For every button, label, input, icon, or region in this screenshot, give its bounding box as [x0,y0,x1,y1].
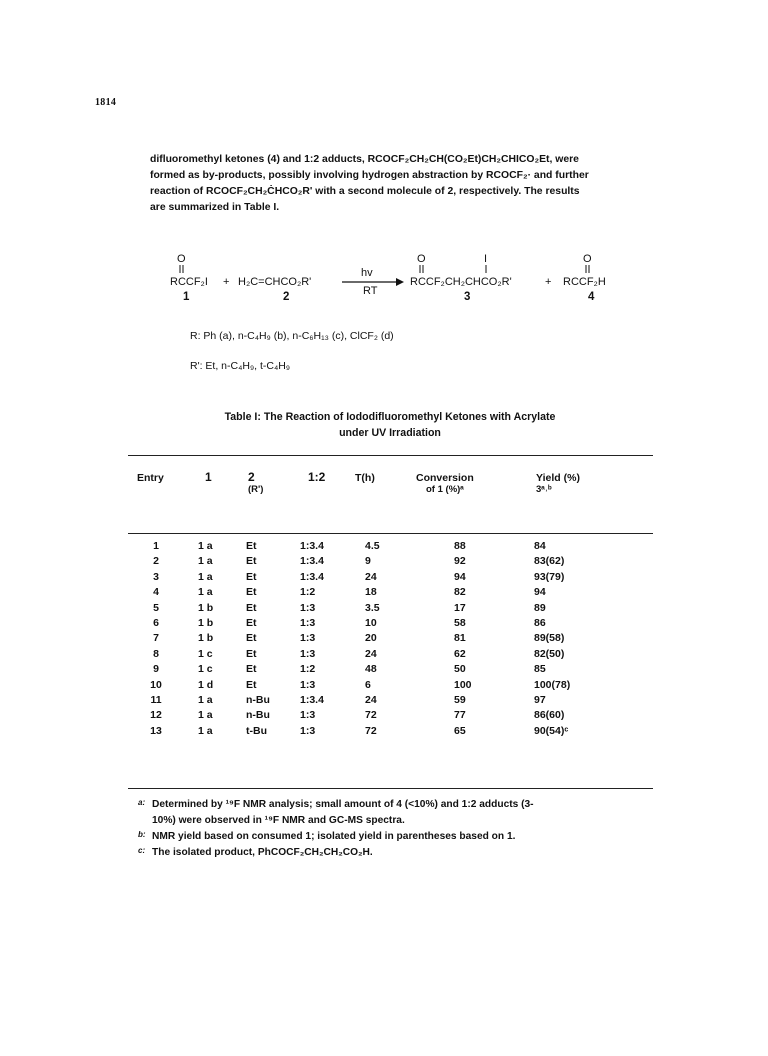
table-caption [150,409,630,441]
cell-conversion: 58 [454,617,466,629]
cell-yield: 100(78) [534,678,571,691]
cell-conversion: 59 [454,694,466,706]
header-acrylate-sub: (R') [248,484,264,495]
product3-carbonyl-o: O [417,253,426,265]
footnote-text: Determined by ¹⁹F NMR analysis; small amount of 4 (<10%) and 1:2 adducts (3- [152,799,534,810]
cell-acrylate: Et [246,601,257,614]
header-conversion-label: Conversion [416,472,474,484]
cell-entry: 13 [150,724,162,737]
cell-conversion: 82 [454,586,466,599]
header-yield [536,472,580,495]
table-caption-line: Table I: The Reaction of Iododifluoromethyl Ketones with Acrylate [224,411,556,423]
cell-entry: 5 [153,601,159,614]
cell-entry: 10 [150,678,162,691]
cell-entry: 8 [153,647,159,660]
cell-yield: 86(60) [534,709,565,722]
cell-yield: 97 [534,694,546,706]
cell-ratio: 1:3.4 [300,570,324,583]
cell-acrylate: Et [246,663,257,676]
cell-time: 9 [365,555,371,568]
cell-time: 18 [365,586,377,599]
cell-acrylate: Et [246,617,257,629]
footnotes [138,797,638,861]
cell-time: 20 [365,632,377,645]
plus-sign: + [223,276,230,288]
table-row [128,586,653,601]
cell-acrylate: Et [246,647,257,660]
header-ratio: 1:2 [308,470,326,484]
header-ketone: 1 [205,470,212,484]
cell-time: 48 [365,663,377,676]
cell-yield: 90(54)ᶜ [534,724,569,737]
cell-ketone: 1 a [198,694,213,706]
cell-yield: 89(58) [534,632,565,645]
cell-entry: 7 [153,632,159,645]
cell-ratio: 1:3.4 [300,555,324,568]
footnote-mark: c: [138,846,146,855]
cell-time: 24 [365,570,377,583]
cell-acrylate: Et [246,540,257,552]
cell-ketone: 1 a [198,724,213,737]
intro-line: formed as by-products, possibly involving hydrogen abstraction by RCOCF₂· and further [150,170,589,181]
cell-time: 4.5 [365,540,380,552]
table-row [128,725,653,740]
cell-acrylate: Et [246,632,257,645]
table-row [128,602,653,617]
product3-label: 3 [464,291,471,303]
cell-time: 6 [365,678,371,691]
cell-ratio: 1:3.4 [300,694,324,706]
cell-time: 24 [365,647,377,660]
reactant2-label: 2 [283,291,290,303]
cell-ratio: 1:3 [300,678,316,691]
cell-ratio: 1:3 [300,709,316,722]
footnote-text: 10%) were observed in ¹⁹F NMR and GC-MS spectra. [152,815,405,826]
cell-entry: 3 [153,570,159,583]
cell-ketone: 1 d [198,678,214,691]
cell-entry: 12 [150,709,162,722]
cell-yield: 85 [534,663,546,676]
arrow-condition-bottom: RT [363,285,378,297]
table-caption-line: under UV Irradiation [339,427,441,439]
product4-carbonyl-o: O [583,253,592,265]
cell-conversion: 62 [454,647,466,660]
footnote-mark: a: [138,798,146,807]
table-row [128,540,653,555]
cell-ketone: 1 b [198,617,214,629]
reactant1-formula: RCCF₂I [170,276,208,288]
cell-ketone: 1 a [198,709,213,722]
table-row [128,617,653,632]
header-entry: Entry [137,472,164,484]
cell-yield: 89 [534,601,546,614]
footnote-a [138,797,638,829]
cell-conversion: 50 [454,663,466,676]
cell-ketone: 1 a [198,570,213,583]
cell-yield: 82(50) [534,647,565,660]
reactant1-label: 1 [183,291,190,303]
cell-ketone: 1 a [198,540,213,552]
cell-yield: 86 [534,617,546,629]
footnote-mark: b: [138,830,146,839]
product3-formula: RCCF₂CH₂CHCO₂R' [410,276,512,288]
footnote-text: NMR yield based on consumed 1; isolated yield in parentheses based on 1. [152,831,516,842]
cell-ratio: 1:3 [300,617,316,629]
reactant2-formula: H₂C=CHCO₂R' [238,276,312,288]
table-row [128,709,653,724]
header-acrylate-number: 2 [248,470,255,484]
page-number: 1814 [95,97,117,108]
product4-formula: RCCF₂H [563,276,606,288]
product4-label: 4 [588,291,595,303]
cell-yield: 94 [534,586,546,599]
cell-ratio: 1:3 [300,601,316,614]
intro-paragraph [150,152,630,216]
cell-yield: 93(79) [534,570,565,583]
table-bottom-rule [128,788,653,789]
cell-time: 10 [365,617,377,629]
arrow-condition-top: hv [361,267,373,279]
cell-ketone: 1 a [198,555,213,568]
header-acrylate [248,470,263,495]
cell-conversion: 81 [454,632,466,645]
cell-acrylate: n-Bu [246,694,270,706]
cell-yield: 83(62) [534,555,565,568]
header-conversion [416,472,474,495]
cell-ketone: 1 c [198,663,213,676]
header-conversion-sub: of 1 (%)ᵃ [426,484,464,495]
table-top-rule [128,455,653,456]
intro-line: are summarized in Table I. [150,202,280,213]
intro-line: difluoromethyl ketones (4) and 1:2 adducts, RCOCF₂CH₂CH(CO₂Et)CH₂CHICO₂Et, were [150,154,579,165]
table-row [128,632,653,647]
table-row [128,555,653,570]
table-row [128,571,653,586]
cell-entry: 2 [153,555,159,568]
cell-conversion: 65 [454,724,466,737]
header-yield-sub: 3ᵃ˒ᵇ [536,484,552,495]
table-row [128,663,653,678]
cell-acrylate: t-Bu [246,724,267,737]
cell-ketone: 1 b [198,632,214,645]
cell-ratio: 1:2 [300,663,316,676]
header-time: T(h) [355,472,375,484]
product3-iodo: I [484,253,488,265]
reaction-arrow-head [396,278,404,286]
table-row [128,648,653,663]
r-group-definition: R: Ph (a), n-C₄H₉ (b), n-C₆H₁₃ (c), ClCF₂ (d) [190,330,394,342]
cell-yield: 84 [534,540,546,552]
header-yield-label: Yield (%) [536,472,580,484]
plus-sign: + [545,276,552,288]
cell-ratio: 1:3 [300,647,316,660]
cell-acrylate: Et [246,555,257,568]
cell-conversion: 94 [454,570,466,583]
cell-entry: 1 [153,540,159,552]
cell-conversion: 100 [454,678,472,691]
table-row [128,694,653,709]
cell-ketone: 1 b [198,601,214,614]
cell-ratio: 1:3 [300,724,316,737]
table-header-rule [128,533,653,534]
cell-ratio: 1:2 [300,586,316,599]
table-row [128,679,653,694]
cell-conversion: 88 [454,540,466,552]
cell-time: 24 [365,694,377,706]
cell-acrylate: Et [246,678,257,691]
cell-ketone: 1 a [198,586,213,599]
cell-acrylate: n-Bu [246,709,270,722]
cell-conversion: 17 [454,601,466,614]
cell-entry: 9 [153,663,159,676]
intro-line: reaction of RCOCF₂CH₂ĊHCO₂R' with a second molecule of 2, respectively. The results [150,186,580,197]
cell-acrylate: Et [246,570,257,583]
cell-ratio: 1:3 [300,632,316,645]
cell-acrylate: Et [246,586,257,599]
footnote-c [138,845,638,861]
cell-entry: 4 [153,586,159,599]
reactant1-carbonyl-o: O [177,253,186,265]
cell-time: 3.5 [365,601,380,614]
cell-conversion: 92 [454,555,466,568]
cell-entry: 6 [153,617,159,629]
cell-time: 72 [365,709,377,722]
cell-entry: 11 [150,694,162,706]
cell-conversion: 77 [454,709,466,722]
rprime-group-definition: R': Et, n-C₄H₉, t-C₄H₉ [190,360,290,372]
cell-time: 72 [365,724,377,737]
footnote-text: The isolated product, PhCOCF₂CH₂CH₂CO₂H. [152,847,373,858]
cell-ratio: 1:3.4 [300,540,324,552]
footnote-b [138,829,638,845]
cell-ketone: 1 c [198,647,213,660]
